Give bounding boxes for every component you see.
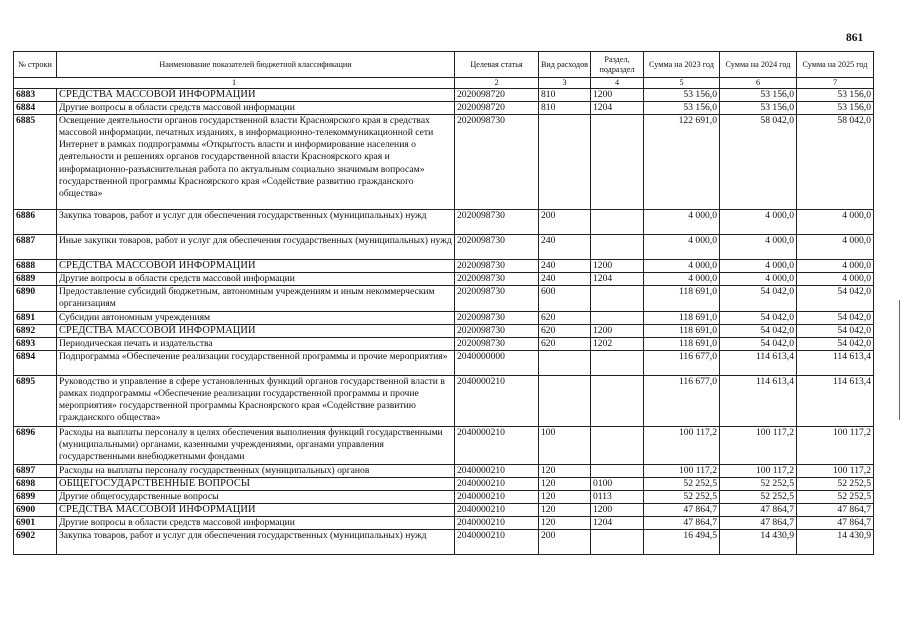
target-article-cell: 2020098720 xyxy=(455,89,539,102)
section-cell xyxy=(591,464,644,477)
row-number-cell: 6888 xyxy=(14,260,57,273)
target-article-cell: 2020098730 xyxy=(455,324,539,337)
table-row xyxy=(14,350,874,375)
table-row xyxy=(14,210,874,235)
row-name-cell: Закупка товаров, работ и услуг для обеспечения государственных (муниципальных) нужд xyxy=(57,530,455,555)
sum-2023-cell: 47 864,7 xyxy=(644,517,720,530)
expense-type-cell: 240 xyxy=(539,260,591,273)
section-cell: 1202 xyxy=(591,337,644,350)
expense-type-cell: 200 xyxy=(539,210,591,235)
row-name-cell: ОБЩЕГОСУДАРСТВЕННЫЕ ВОПРОСЫ xyxy=(57,477,455,490)
sum-2023-cell: 118 691,0 xyxy=(644,337,720,350)
sum-2025-cell: 53 156,0 xyxy=(797,89,874,102)
row-number-cell: 6883 xyxy=(14,89,57,102)
sum-2023-cell: 47 864,7 xyxy=(644,504,720,517)
sum-2024-cell: 58 042,0 xyxy=(720,115,797,210)
table-row xyxy=(14,235,874,260)
section-cell xyxy=(591,210,644,235)
sum-2023-cell: 118 691,0 xyxy=(644,324,720,337)
sum-2023-cell: 53 156,0 xyxy=(644,89,720,102)
sum-2025-cell: 52 252,5 xyxy=(797,477,874,490)
target-article-cell: 2020098730 xyxy=(455,235,539,260)
sum-2023-cell: 53 156,0 xyxy=(644,102,720,115)
section-cell: 1204 xyxy=(591,517,644,530)
sum-2024-cell: 4 000,0 xyxy=(720,235,797,260)
sum-2024-cell: 114 613,4 xyxy=(720,350,797,375)
header-expense-type: Вид расходов xyxy=(539,52,591,78)
sum-2025-cell: 14 430,9 xyxy=(797,530,874,555)
sum-2024-cell: 53 156,0 xyxy=(720,89,797,102)
target-article-cell: 2040000210 xyxy=(455,477,539,490)
target-article-cell: 2020098730 xyxy=(455,286,539,311)
row-number-cell: 6887 xyxy=(14,235,57,260)
expense-type-cell: 120 xyxy=(539,504,591,517)
expense-type-cell: 620 xyxy=(539,337,591,350)
row-name-cell: Иные закупки товаров, работ и услуг для обеспечения государственных (муниципальных) нужд xyxy=(57,235,455,260)
sum-2024-cell: 53 156,0 xyxy=(720,102,797,115)
expense-type-cell xyxy=(539,115,591,210)
row-number-cell: 6890 xyxy=(14,286,57,311)
table-row xyxy=(14,89,874,102)
row-name-cell: Подпрограмма «Обеспечение реализации государственной программы и прочие мероприятия» xyxy=(57,350,455,375)
sum-2024-cell: 52 252,5 xyxy=(720,491,797,504)
sum-2023-cell: 4 000,0 xyxy=(644,235,720,260)
target-article-cell: 2040000210 xyxy=(455,517,539,530)
row-name-cell: Расходы на выплаты персоналу в целях обеспечения выполнения функций государственными (муниципальными) органами, казенными учреждениями, органами управления государственными внебюджетными фондами xyxy=(57,426,455,464)
section-cell: 1200 xyxy=(591,324,644,337)
sum-2024-cell: 54 042,0 xyxy=(720,286,797,311)
row-number-cell: 6902 xyxy=(14,530,57,555)
scan-artifact-line xyxy=(899,300,900,420)
sum-2024-cell: 100 117,2 xyxy=(720,426,797,464)
target-article-cell: 2040000210 xyxy=(455,464,539,477)
sum-2025-cell: 52 252,5 xyxy=(797,491,874,504)
sum-2023-cell: 4 000,0 xyxy=(644,273,720,286)
expense-type-cell: 120 xyxy=(539,477,591,490)
target-article-cell: 2020098730 xyxy=(455,210,539,235)
sum-2023-cell: 4 000,0 xyxy=(644,210,720,235)
row-name-cell: Закупка товаров, работ и услуг для обеспечения государственных (муниципальных) нужд xyxy=(57,210,455,235)
expense-type-cell: 120 xyxy=(539,491,591,504)
header-name: Наименование показателей бюджетной классификации xyxy=(57,52,455,78)
row-number-cell: 6894 xyxy=(14,350,57,375)
sum-2023-cell: 122 691,0 xyxy=(644,115,720,210)
section-cell: 0113 xyxy=(591,491,644,504)
column-number: 3 xyxy=(539,78,591,89)
sum-2025-cell: 114 613,4 xyxy=(797,350,874,375)
row-name-cell: СРЕДСТВА МАССОВОЙ ИНФОРМАЦИИ xyxy=(57,260,455,273)
column-number: 1 xyxy=(14,78,455,89)
section-cell xyxy=(591,235,644,260)
expense-type-cell: 620 xyxy=(539,324,591,337)
sum-2024-cell: 4 000,0 xyxy=(720,260,797,273)
expense-type-cell xyxy=(539,350,591,375)
row-name-cell: СРЕДСТВА МАССОВОЙ ИНФОРМАЦИИ xyxy=(57,504,455,517)
target-article-cell: 2020098730 xyxy=(455,115,539,210)
target-article-cell: 2040000210 xyxy=(455,426,539,464)
row-name-cell: Руководство и управление в сфере установленных функций органов государственной власти в рамках подпрограммы «Обеспечение реализации государственной программы и прочие мероприятия» государственной программы Красноярского края «Содействие развитию гражданского общества» xyxy=(57,375,455,426)
row-name-cell: Периодическая печать и издательства xyxy=(57,337,455,350)
table-row xyxy=(14,477,874,490)
row-name-cell: Другие общегосударственные вопросы xyxy=(57,491,455,504)
row-number-cell: 6896 xyxy=(14,426,57,464)
sum-2023-cell: 4 000,0 xyxy=(644,260,720,273)
sum-2025-cell: 100 117,2 xyxy=(797,426,874,464)
section-cell: 1204 xyxy=(591,102,644,115)
row-number-cell: 6891 xyxy=(14,311,57,324)
row-number-cell: 6901 xyxy=(14,517,57,530)
sum-2023-cell: 118 691,0 xyxy=(644,286,720,311)
table-row xyxy=(14,115,874,210)
header-sum-2023: Сумма на 2023 год xyxy=(644,52,720,78)
header-target-article: Целевая статья xyxy=(455,52,539,78)
section-cell: 1200 xyxy=(591,260,644,273)
section-cell: 0100 xyxy=(591,477,644,490)
row-name-cell: Предоставление субсидий бюджетным, автономным учреждениям и иным некоммерческим организациям xyxy=(57,286,455,311)
target-article-cell: 2020098730 xyxy=(455,273,539,286)
target-article-cell: 2020098730 xyxy=(455,260,539,273)
row-number-cell: 6899 xyxy=(14,491,57,504)
row-name-cell: Расходы на выплаты персоналу государственных (муниципальных) органов xyxy=(57,464,455,477)
section-cell: 1200 xyxy=(591,89,644,102)
column-number: 7 xyxy=(797,78,874,89)
sum-2024-cell: 54 042,0 xyxy=(720,337,797,350)
sum-2024-cell: 14 430,9 xyxy=(720,530,797,555)
table-row xyxy=(14,286,874,311)
header-section: Раздел, подраздел xyxy=(591,52,644,78)
row-number-cell: 6900 xyxy=(14,504,57,517)
sum-2024-cell: 47 864,7 xyxy=(720,517,797,530)
sum-2025-cell: 100 117,2 xyxy=(797,464,874,477)
table-row xyxy=(14,426,874,464)
expense-type-cell: 100 xyxy=(539,426,591,464)
row-name-cell: СРЕДСТВА МАССОВОЙ ИНФОРМАЦИИ xyxy=(57,324,455,337)
column-number: 2 xyxy=(455,78,539,89)
target-article-cell: 2040000000 xyxy=(455,350,539,375)
sum-2024-cell: 100 117,2 xyxy=(720,464,797,477)
sum-2023-cell: 52 252,5 xyxy=(644,491,720,504)
column-number: 5 xyxy=(644,78,720,89)
table-row xyxy=(14,375,874,426)
section-cell xyxy=(591,375,644,426)
sum-2025-cell: 54 042,0 xyxy=(797,337,874,350)
sum-2025-cell: 54 042,0 xyxy=(797,324,874,337)
expense-type-cell: 200 xyxy=(539,530,591,555)
table-row xyxy=(14,324,874,337)
sum-2025-cell: 4 000,0 xyxy=(797,235,874,260)
row-number-cell: 6893 xyxy=(14,337,57,350)
column-number: 4 xyxy=(591,78,644,89)
sum-2025-cell: 4 000,0 xyxy=(797,273,874,286)
table-row xyxy=(14,311,874,324)
sum-2025-cell: 114 613,4 xyxy=(797,375,874,426)
sum-2024-cell: 4 000,0 xyxy=(720,273,797,286)
row-name-cell: СРЕДСТВА МАССОВОЙ ИНФОРМАЦИИ xyxy=(57,89,455,102)
row-number-cell: 6892 xyxy=(14,324,57,337)
section-cell xyxy=(591,115,644,210)
table-row xyxy=(14,337,874,350)
target-article-cell: 2020098720 xyxy=(455,102,539,115)
expense-type-cell: 120 xyxy=(539,517,591,530)
sum-2023-cell: 118 691,0 xyxy=(644,311,720,324)
budget-table xyxy=(13,51,874,555)
row-name-cell: Субсидии автономным учреждениям xyxy=(57,311,455,324)
row-number-cell: 6885 xyxy=(14,115,57,210)
expense-type-cell: 810 xyxy=(539,89,591,102)
expense-type-cell: 620 xyxy=(539,311,591,324)
sum-2025-cell: 4 000,0 xyxy=(797,260,874,273)
sum-2024-cell: 54 042,0 xyxy=(720,324,797,337)
sum-2025-cell: 54 042,0 xyxy=(797,286,874,311)
header-sum-2024: Сумма на 2024 год xyxy=(720,52,797,78)
expense-type-cell: 240 xyxy=(539,235,591,260)
sum-2023-cell: 116 677,0 xyxy=(644,375,720,426)
target-article-cell: 2020098730 xyxy=(455,337,539,350)
sum-2025-cell: 53 156,0 xyxy=(797,102,874,115)
sum-2024-cell: 47 864,7 xyxy=(720,504,797,517)
page-number: 861 xyxy=(846,32,864,44)
sum-2024-cell: 52 252,5 xyxy=(720,477,797,490)
row-name-cell: Освещение деятельности органов государственной власти Красноярского края в средствах массовой информации, печатных изданиях, в информационно-телекоммуникационной сети Интернет в рамках подпрограммы «Открытость власти и информирование населения о деятельности и решениях органов государственной власти Красноярского края и информационно-разъяснительная работа по актуальным социально значимым вопросам» государственной программы Красноярского края «Содействие развитию гражданского общества» xyxy=(57,115,455,210)
section-cell xyxy=(591,311,644,324)
column-number-row xyxy=(14,78,874,89)
column-number: 6 xyxy=(720,78,797,89)
sum-2023-cell: 116 677,0 xyxy=(644,350,720,375)
section-cell xyxy=(591,426,644,464)
sum-2023-cell: 16 494,5 xyxy=(644,530,720,555)
table-row xyxy=(14,517,874,530)
target-article-cell: 2040000210 xyxy=(455,491,539,504)
row-number-cell: 6889 xyxy=(14,273,57,286)
expense-type-cell: 810 xyxy=(539,102,591,115)
table-row xyxy=(14,260,874,273)
target-article-cell: 2040000210 xyxy=(455,504,539,517)
row-number-cell: 6898 xyxy=(14,477,57,490)
expense-type-cell xyxy=(539,375,591,426)
sum-2025-cell: 58 042,0 xyxy=(797,115,874,210)
sum-2024-cell: 54 042,0 xyxy=(720,311,797,324)
row-number-cell: 6884 xyxy=(14,102,57,115)
row-name-cell: Другие вопросы в области средств массовой информации xyxy=(57,517,455,530)
sum-2025-cell: 47 864,7 xyxy=(797,517,874,530)
row-number-cell: 6886 xyxy=(14,210,57,235)
table-row xyxy=(14,491,874,504)
header-row xyxy=(14,52,874,78)
row-name-cell: Другие вопросы в области средств массовой информации xyxy=(57,102,455,115)
table-row xyxy=(14,504,874,517)
section-cell xyxy=(591,350,644,375)
section-cell xyxy=(591,530,644,555)
table-row xyxy=(14,273,874,286)
sum-2023-cell: 100 117,2 xyxy=(644,464,720,477)
sum-2024-cell: 114 613,4 xyxy=(720,375,797,426)
row-number-cell: 6897 xyxy=(14,464,57,477)
sum-2025-cell: 47 864,7 xyxy=(797,504,874,517)
sum-2024-cell: 4 000,0 xyxy=(720,210,797,235)
header-sum-2025: Сумма на 2025 год xyxy=(797,52,874,78)
sum-2023-cell: 100 117,2 xyxy=(644,426,720,464)
table-row xyxy=(14,102,874,115)
header-row-no: № строки xyxy=(14,52,57,78)
row-name-cell: Другие вопросы в области средств массовой информации xyxy=(57,273,455,286)
target-article-cell: 2020098730 xyxy=(455,311,539,324)
expense-type-cell: 120 xyxy=(539,464,591,477)
sum-2023-cell: 52 252,5 xyxy=(644,477,720,490)
target-article-cell: 2040000210 xyxy=(455,530,539,555)
section-cell xyxy=(591,286,644,311)
table-row xyxy=(14,530,874,555)
sum-2025-cell: 54 042,0 xyxy=(797,311,874,324)
sum-2025-cell: 4 000,0 xyxy=(797,210,874,235)
section-cell: 1200 xyxy=(591,504,644,517)
target-article-cell: 2040000210 xyxy=(455,375,539,426)
row-number-cell: 6895 xyxy=(14,375,57,426)
section-cell: 1204 xyxy=(591,273,644,286)
expense-type-cell: 240 xyxy=(539,273,591,286)
table-row xyxy=(14,464,874,477)
expense-type-cell: 600 xyxy=(539,286,591,311)
